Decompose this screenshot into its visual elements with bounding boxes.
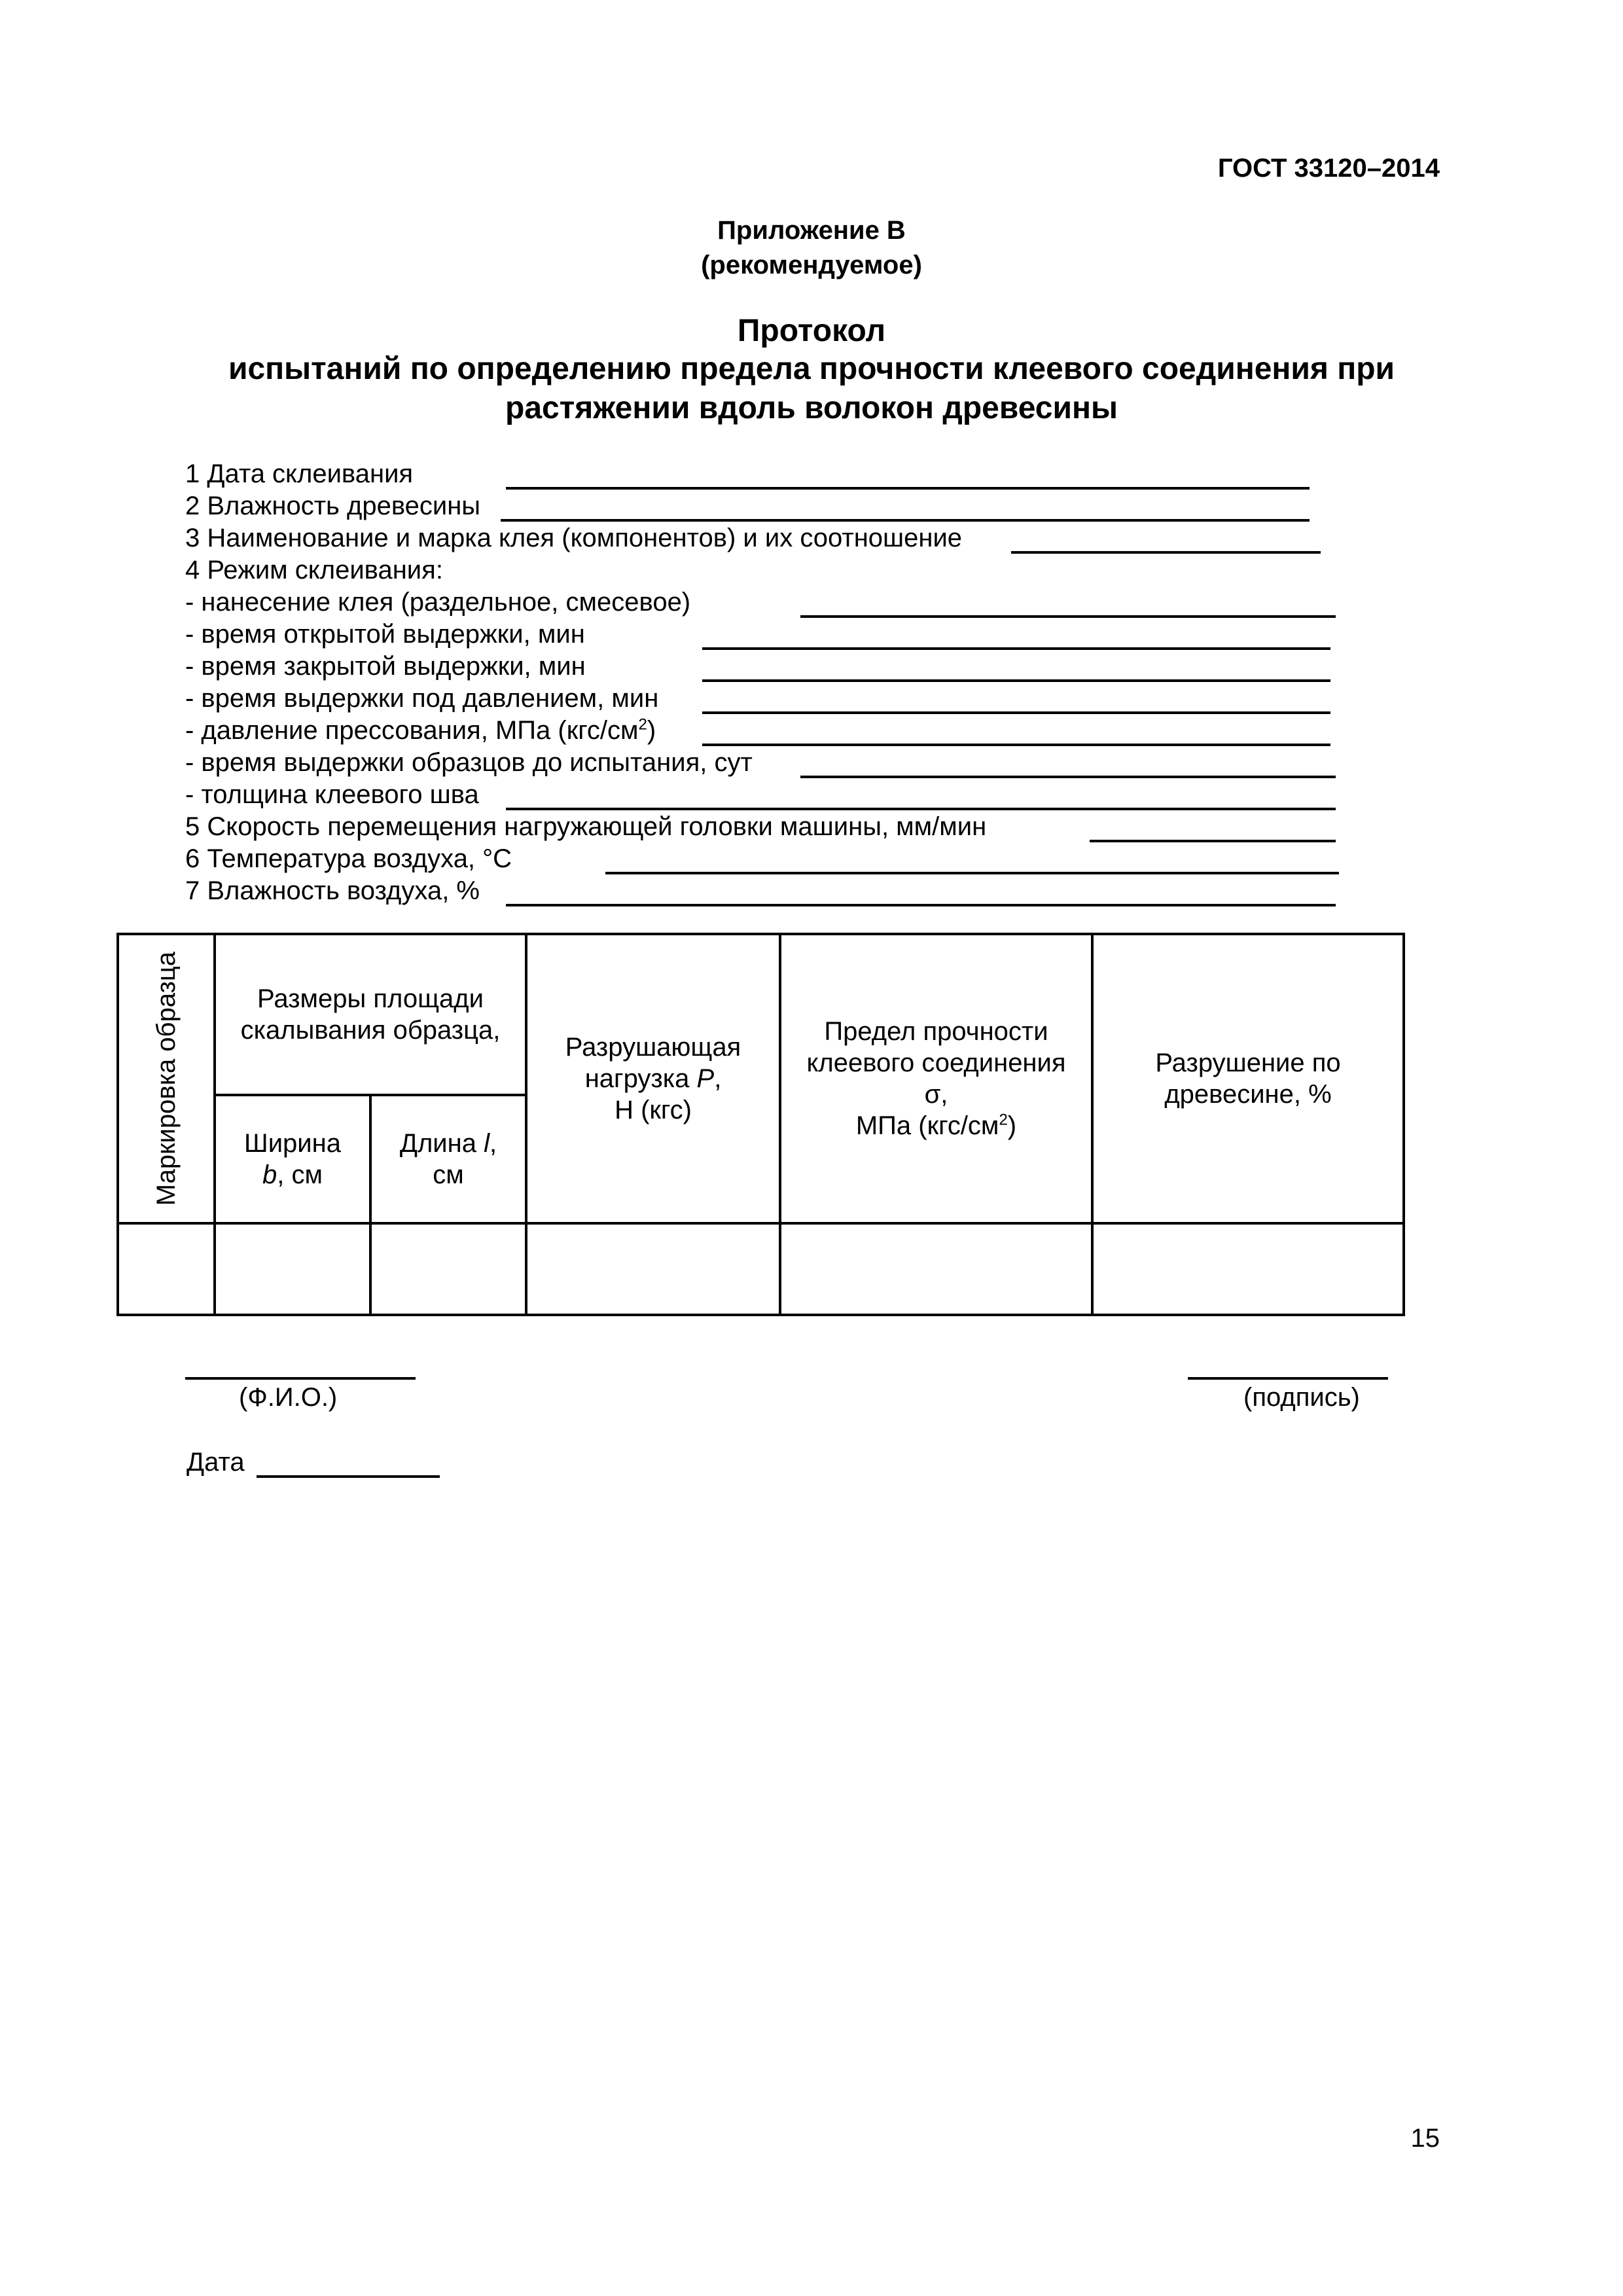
field-pressure-time (185, 683, 1337, 714)
field-glue-application (185, 586, 1337, 618)
field-closed-time (185, 651, 1337, 682)
field-label: - нанесение клея (раздельное, смесевое) (185, 588, 691, 617)
table-row (118, 1223, 1404, 1315)
name-caption: (Ф.И.О.) (239, 1383, 338, 1412)
col-header-strength: Предел прочности клеевого соединения σ, МПа $(кгс/см^2)$ (780, 934, 1092, 1223)
sign-caption: (подпись) (1243, 1383, 1360, 1412)
fill-line[interactable] (506, 808, 1336, 810)
fill-line[interactable] (800, 776, 1336, 778)
field-label: 5 Скорость перемещения нагружающей головки машины, мм/мин (185, 812, 987, 841)
fill-line[interactable] (506, 904, 1336, 906)
table-header-row (118, 934, 1404, 1095)
fill-line[interactable] (702, 647, 1330, 650)
field-label: 6 Температура воздуха, °С (185, 844, 512, 873)
table-cell[interactable] (526, 1223, 780, 1315)
field-air-temperature (185, 843, 1344, 874)
field-open-time (185, 619, 1337, 650)
fill-line[interactable] (702, 711, 1330, 714)
page-number: 15 (1410, 2124, 1440, 2153)
appendix-subtitle: (рекомендуемое) (701, 251, 922, 279)
field-wood-moisture (185, 490, 1324, 522)
field-pressing-pressure (185, 715, 1337, 746)
protocol-line-1: испытаний по определению предела прочности клеевого соединения при (228, 351, 1395, 386)
name-signature-line[interactable] (185, 1377, 416, 1380)
col-header-width: Ширина b, см (215, 1095, 370, 1223)
field-glue-line-thickness (185, 779, 1337, 810)
field-label: - время закрытой выдержки, мин (185, 652, 586, 681)
fill-line[interactable] (605, 872, 1339, 874)
field-gluing-mode (185, 554, 1324, 586)
field-conditioning-time (185, 747, 1337, 778)
field-label: 4 Режим склеивания: (185, 556, 443, 584)
field-label: 2 Влажность древесины (185, 492, 481, 520)
fill-line[interactable] (702, 744, 1330, 746)
fill-line[interactable] (1011, 551, 1321, 554)
field-glue-brand (185, 522, 1337, 554)
col-header-load: Разрушающая нагрузка P, Н (кгс) (526, 934, 780, 1223)
table-cell[interactable] (780, 1223, 1092, 1315)
field-label: 1 Дата склеивания (185, 459, 414, 488)
field-gluing-date (185, 458, 1324, 490)
field-crosshead-speed (185, 811, 1337, 842)
date-label: Дата (187, 1448, 245, 1477)
table-cell[interactable] (215, 1223, 370, 1315)
field-label: 3 Наименование и марка клея (компонентов) и их соотношение (185, 524, 963, 552)
protocol-title: Протокол (737, 314, 886, 348)
field-label: - время выдержки под давлением, мин (185, 684, 659, 713)
fill-line[interactable] (506, 487, 1310, 490)
col-header-wood-failure: Разрушение по древесине, % (1092, 934, 1404, 1223)
fill-line[interactable] (501, 519, 1310, 522)
results-table (116, 933, 1405, 1316)
col-header-length: Длина l, см (370, 1095, 526, 1223)
field-label: - время открытой выдержки, мин (185, 620, 585, 649)
date-line[interactable] (257, 1475, 440, 1478)
fill-line[interactable] (702, 679, 1330, 682)
field-label: 7 Влажность воздуха, % (185, 876, 480, 905)
protocol-line-2: растяжении вдоль волокон древесины (505, 391, 1118, 425)
fill-line[interactable] (800, 615, 1336, 618)
field-label: - толщина клеевого шва (185, 780, 479, 809)
sign-signature-line[interactable] (1188, 1377, 1388, 1380)
appendix-title: Приложение В (717, 216, 906, 245)
fill-line[interactable] (1090, 840, 1336, 842)
field-label: - давление прессования, МПа $(кгс/см^2)$ (185, 715, 656, 745)
table-cell[interactable] (118, 1223, 215, 1315)
col-header-area: Размеры площади скалывания образца, (215, 934, 526, 1095)
field-air-humidity (185, 875, 1337, 906)
field-label: - время выдержки образцов до испытания, сут (185, 748, 753, 777)
col-header-mark: Маркировка образца (118, 934, 215, 1223)
table-cell[interactable] (1092, 1223, 1404, 1315)
standard-code: ГОСТ 33120–2014 (1217, 154, 1440, 183)
table-cell[interactable] (370, 1223, 526, 1315)
